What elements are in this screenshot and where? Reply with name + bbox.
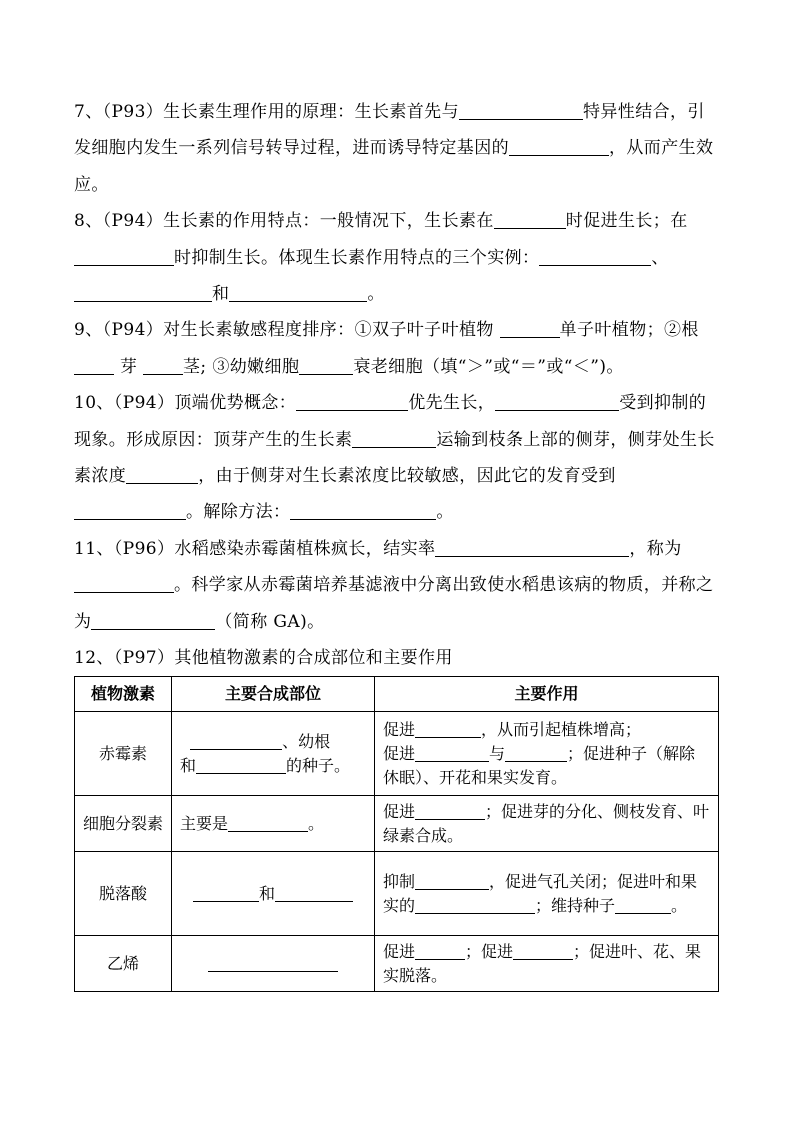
q9-text: 单子叶植物；②根 (559, 320, 699, 341)
q8-blank-1[interactable] (494, 210, 566, 229)
q8-text: 。 (367, 284, 385, 305)
role-text: 与 (489, 743, 506, 763)
role-text: ；维持种子 (535, 895, 616, 915)
q7-blank-1[interactable] (459, 101, 583, 120)
q7-text: ，从而产生效应。 (74, 138, 714, 195)
q9-blank-4[interactable] (299, 356, 353, 375)
q8-text: 时抑制生长。体现生长素作用特点的三个实例： (174, 247, 540, 268)
site-blank[interactable] (196, 757, 286, 774)
header-hormone: 植物激素 (75, 677, 172, 712)
role-blank[interactable] (415, 897, 535, 914)
q9-blank-1[interactable] (500, 319, 560, 338)
q10-blank-6[interactable] (290, 501, 436, 520)
site-blank[interactable] (275, 885, 353, 902)
q10-text: ，由于侧芽对生长素浓度比较敏感，因此它的发育受到 (198, 466, 616, 487)
site-cell (172, 796, 375, 852)
role-text: ，促进气孔关闭；促进叶和果实的 (383, 871, 698, 915)
q11-blank-2[interactable] (74, 574, 174, 593)
header-site: 主要合成部位 (172, 677, 375, 712)
q11-text: （简称 GA)。 (215, 611, 325, 632)
q10-text: 运输到枝条上部的侧芽，侧芽处生长素浓度 (74, 429, 715, 487)
role-cell (375, 712, 719, 796)
role-text: 促进 (383, 801, 416, 821)
table-header-row (75, 677, 719, 712)
q7-blank-2[interactable] (509, 137, 609, 156)
role-text: ；促进 (465, 941, 514, 961)
q9-blank-3[interactable] (143, 356, 183, 375)
q9-text: 9、（P94）对生长素敏感程度排序：①双子叶子叶植物 (74, 320, 494, 341)
q10-text: 10、（P94）顶端优势概念： (74, 393, 297, 414)
site-blank[interactable] (190, 733, 282, 750)
q8-blank-5[interactable] (229, 283, 367, 302)
site-blank[interactable] (193, 885, 259, 902)
q10-text: 优先生长， (408, 393, 496, 414)
question-10 (74, 385, 722, 531)
role-cell (375, 852, 719, 936)
table-row (75, 712, 719, 796)
q11-text: 。科学家从赤霉菌培养基滤液中分离出致使水稻患该病的物质，并称之为 (74, 575, 714, 632)
role-cell (375, 936, 719, 992)
question-7 (74, 94, 722, 203)
q7-text: 7、（P93）生长素生理作用的原理：生长素首先与 (74, 102, 459, 122)
q10-text: 。 (436, 502, 454, 523)
role-text: ；促进芽的分化、侧枝发育、叶绿素合成。 (383, 801, 710, 845)
role-text: 抑制 (383, 871, 416, 891)
q10-blank-4[interactable] (126, 465, 198, 484)
role-blank[interactable] (415, 943, 465, 960)
hormone-table (74, 676, 719, 992)
q11-text: 11、（P96）水稻感染赤霉菌植株疯长，结实率 (74, 538, 436, 559)
question-9 (74, 312, 722, 385)
hormone-name: 乙烯 (75, 936, 172, 992)
q8-text: 时促进生长；在 (565, 211, 688, 232)
role-text: 促进 (383, 743, 416, 763)
role-blank[interactable] (615, 897, 671, 914)
q8-text: 、 (651, 247, 669, 268)
worksheet-body (74, 94, 722, 677)
role-text: 。 (671, 895, 688, 915)
site-text: 和 (258, 883, 275, 903)
q10-blank-2[interactable] (495, 392, 619, 411)
role-blank[interactable] (505, 745, 567, 762)
role-blank[interactable] (415, 803, 485, 820)
role-text: ；促进种子（解除休眠）、开花和果实发育。 (383, 743, 696, 787)
q10-blank-5[interactable] (74, 501, 186, 520)
site-text: 和 (180, 755, 197, 775)
hormone-name: 细胞分裂素 (75, 796, 172, 852)
table-row (75, 936, 719, 992)
q9-blank-2[interactable] (74, 356, 114, 375)
q8-blank-4[interactable] (74, 283, 212, 302)
q10-blank-1[interactable] (296, 392, 408, 411)
q11-blank-3[interactable] (91, 611, 215, 630)
role-blank[interactable] (415, 873, 489, 890)
role-text: 促进 (383, 719, 416, 739)
question-12-title: 12、（P97）其他植物激素的合成部位和主要作用 (74, 648, 453, 669)
site-cell (172, 936, 375, 992)
q8-blank-3[interactable] (539, 247, 651, 266)
q7-text: 特异性结合，引发细胞内发生一系列信号转导过程，进而诱导特定基因的 (74, 102, 705, 159)
site-text: 的种子。 (286, 755, 351, 775)
role-blank[interactable] (415, 745, 489, 762)
role-text: ，从而引起植株增高； (481, 719, 642, 739)
question-11 (74, 531, 722, 640)
site-blank[interactable] (208, 955, 338, 972)
site-cell (172, 712, 375, 796)
q10-text: 。解除方法： (186, 502, 291, 523)
header-role: 主要作用 (375, 677, 719, 712)
site-cell (172, 852, 375, 936)
q10-blank-3[interactable] (352, 429, 436, 448)
q9-text: 衰老细胞（填“＞”或“＝”或“＜”)。 (353, 356, 624, 377)
q11-blank-1[interactable] (435, 538, 629, 557)
q10-text: 受到抑制的现象。形成原因：顶芽产生的生长素 (74, 393, 707, 450)
site-blank[interactable] (228, 815, 308, 832)
site-text: 。 (308, 813, 325, 833)
question-8 (74, 203, 722, 312)
hormone-name: 赤霉素 (75, 712, 172, 796)
site-text: 主要是 (180, 813, 229, 833)
q9-text: 芽 (119, 356, 138, 377)
role-text: ；促进叶、花、果实脱落。 (383, 941, 702, 985)
role-blank[interactable] (415, 721, 481, 738)
role-text: 促进 (383, 941, 416, 961)
table-row (75, 852, 719, 936)
q11-text: ，称为 (629, 538, 682, 559)
q8-blank-2[interactable] (74, 247, 174, 266)
role-cell (375, 796, 719, 852)
q9-text: 茎; ③幼嫩细胞 (183, 356, 300, 377)
site-text: 、幼根 (282, 731, 331, 751)
q8-text: 8、（P94）生长素的作用特点：一般情况下，生长素在 (74, 211, 494, 232)
table-row (75, 796, 719, 852)
q8-text: 和 (212, 284, 230, 305)
role-blank[interactable] (513, 943, 573, 960)
hormone-name: 脱落酸 (75, 852, 172, 936)
